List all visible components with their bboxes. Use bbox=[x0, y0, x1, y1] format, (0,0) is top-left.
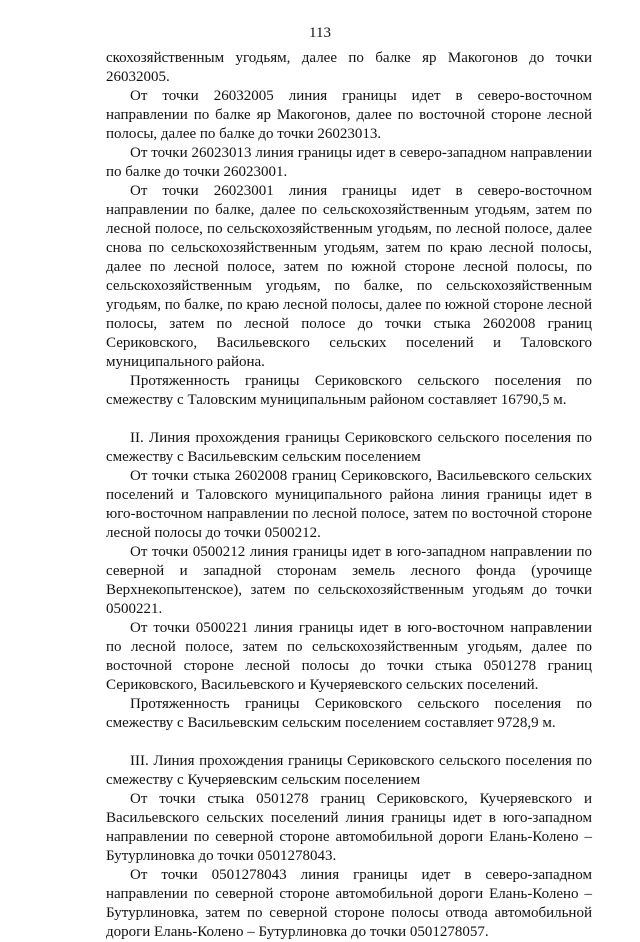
paragraph: От точки 0500221 линия границы идет в юго-восточном направлении по лесной полосе, затем по сельскохозяйственным угодьям, далее по восточной стороне лесной полосы до точки стыка 0501278 границ Сериковского, Васильевского и Кучеряевского сельских поселений. bbox=[106, 620, 592, 693]
paragraph: От точки стыка 2602008 границ Сериковского, Васильевского сельских поселений и Таловского муниципального района линия границы идет в юго-восточном направлении по лесной полосе, затем по восточной стороне лесной полосы до точки 0500212. bbox=[106, 468, 592, 541]
paragraph: От точки 26023013 линия границы идет в северо-западном направлении по балке до точки 26023001. bbox=[106, 145, 592, 180]
section-heading: III. Линия прохождения границы Сериковского сельского поселения по смежеству с Кучеряевским сельским поселением bbox=[106, 753, 592, 788]
section-heading: II. Линия прохождения границы Сериковского сельского поселения по смежеству с Васильевским сельским поселением bbox=[106, 430, 592, 465]
page-number: 113 bbox=[309, 25, 331, 41]
paragraph-continuation: скохозяйственным угодьям, далее по балке яр Макогонов до точки 26032005. bbox=[106, 50, 592, 85]
paragraph: От точки 0500212 линия границы идет в юго-западном направлении по северной и западной сторонам земель лесного фонда (урочище Верхнекопытенское), затем по сельскохозяйственным угодьям до точки 0500221. bbox=[106, 544, 592, 617]
paragraph: От точки 26023001 линия границы идет в северо-восточном направлении по балке, далее по сельскохозяйственным угодьям, затем по лесной полосе, по сельскохозяйственным угодьям, по лесной полосе, далее снова по сельскохозяйственным угодьям, затем по краю лесной полосы, далее по лесной полосе, затем по южной стороне лесной полосы, по сельскохозяйственным угодьям, по балке, по сельскохозяйственным угодьям, по балке, по краю лесной полосы, далее по южной стороне лесной полосы, затем по лесной полосе до точки стыка 2602008 границ Сериковского, Васильевского сельских поселений и Таловского муниципального района. bbox=[106, 183, 592, 370]
paragraph: От точки 26032005 линия границы идет в северо-восточном направлении по балке яр Макогонов, далее по восточной стороне лесной полосы, далее по балке до точки 26023013. bbox=[106, 88, 592, 142]
paragraph: От точки 0501278043 линия границы идет в северо-западном направлении по северной стороне автомобильной дороги Елань-Колено – Бутурлиновка, затем по северной стороне полосы отвода автомобильной дороги Елань-Колено – Бутурлиновка до точки 0501278057. bbox=[106, 867, 592, 940]
paragraph-length-summary: Протяженность границы Сериковского сельского поселения по смежеству с Васильевским сельским поселением составляет 9728,9 м. bbox=[106, 696, 592, 731]
paragraph: От точки стыка 0501278 границ Сериковского, Кучеряевского и Васильевского сельских поселений линия границы идет в юго-западном направлении по северной стороне автомобильной дороги Елань-Колено – Бутурлиновка до точки 0501278043. bbox=[106, 791, 592, 864]
paragraph-length-summary: Протяженность границы Сериковского сельского поселения по смежеству с Таловским муниципальным районом составляет 16790,5 м. bbox=[106, 373, 592, 408]
document-body bbox=[106, 49, 592, 942]
